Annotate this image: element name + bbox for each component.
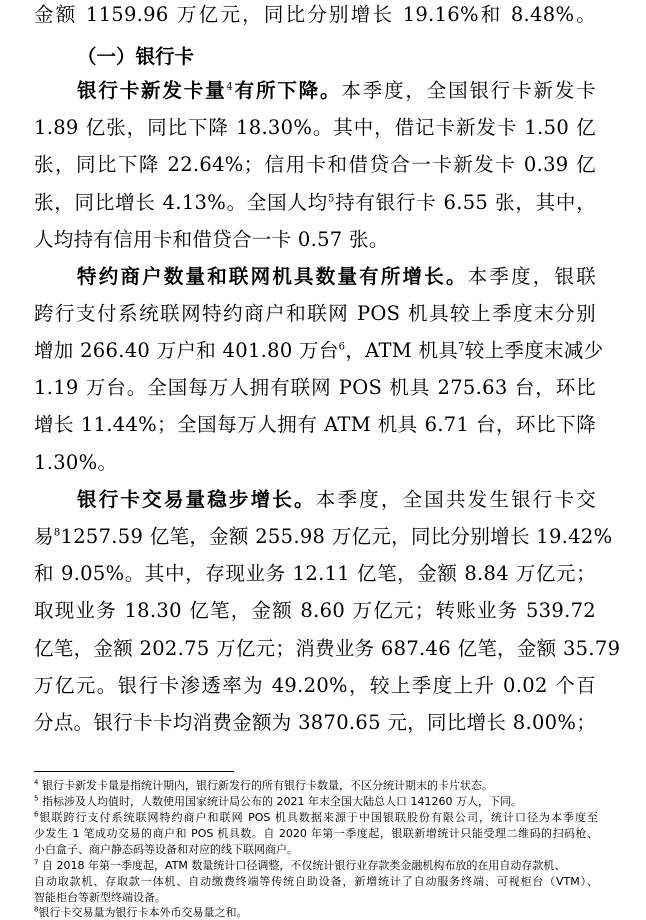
paragraph-1-lead-rest: 有所下降。 <box>233 79 342 102</box>
footnote-7-line-1 <box>34 858 598 873</box>
paragraph-2-line-2: 跨行支付系统联网特约商户和联网 POS 机具较上季度末分别 <box>34 302 596 325</box>
text-span: 张，同比增长 4.13%。全国人均 <box>34 191 328 214</box>
footnote-ref-8: 8 <box>53 527 61 539</box>
footnote-ref-5: 5 <box>327 193 335 205</box>
paragraph-3-line-3: 和 9.05%。其中，存现业务 12.11 亿笔，金额 8.84 万亿元； <box>34 562 596 585</box>
text-span: 本季度，全国共发生银行卡交 <box>315 488 596 511</box>
section-heading: （一）银行卡 <box>77 45 195 68</box>
text-span: 自 2018 年第一季度起，ATM 数量统计口径调整，不仅统计银行业存款类金融机构布放的在用自动存款机、 <box>41 859 566 872</box>
footnote-ref-4: 4 <box>226 81 234 93</box>
paragraph-3-line-6: 万亿元。银行卡渗透率为 49.20%，较上季度上升 0.02 个百 <box>34 674 596 697</box>
paragraph-2-line-3 <box>34 338 604 364</box>
text-span: 易 <box>34 525 54 548</box>
paragraph-3-lead: 银行卡交易量稳步增长。 <box>77 488 316 511</box>
paragraph-3-line-7: 分点。银行卡卡均消费金额为 3870.65 元，同比增长 8.00%； <box>34 711 596 734</box>
footnote-7-line-3: 智能柜台等新型终端设备。 <box>34 891 166 904</box>
footnote-number: 4 <box>34 778 39 787</box>
text-span: 1257.59 亿笔，金额 255.98 万亿元，同比分别增长 19.42% <box>60 525 613 548</box>
footnote-8 <box>34 905 598 920</box>
text-span: 本季度，银联 <box>467 265 596 288</box>
footnote-5 <box>34 794 598 809</box>
footnote-6-line-1 <box>34 810 598 825</box>
text-span: 较上季度末减少 <box>464 339 604 362</box>
footnote-ref-6: 6 <box>338 341 346 353</box>
text-span: 本季度，全国银行卡新发卡 <box>341 79 596 102</box>
text-line: 金额 1159.96 万亿元，同比分别增长 19.16%和 8.48%。 <box>34 3 596 26</box>
text-span: 指标涉及人均值时，人数使用国家统计局公布的 2021 年末全国大陆总人口 141260 万人，下同。 <box>41 795 522 808</box>
text-span: 持有银行卡 6.55 张，其中， <box>334 191 596 214</box>
paragraph-2-lead: 特约商户数量和联网机具数量有所增长。 <box>77 265 468 288</box>
paragraph-1-line-2: 1.89 亿张，同比下降 18.30%。其中，借记卡新发卡 1.50 亿 <box>34 116 596 139</box>
paragraph-1-line-1 <box>77 78 596 104</box>
paragraph-1-lead: 银行卡新发卡量 <box>77 79 227 102</box>
footnote-7-line-2: 自动取款机、存取款一体机、自动缴费终端等传统自助设备，新增统计了自动服务终端、可视柜台（VTM）、 <box>34 875 598 888</box>
text-span: 银行卡新发卡量是指统计期内，银行新发行的所有银行卡数量，不区分统计期末的卡片状态。 <box>41 779 493 792</box>
footnote-number: 7 <box>34 858 39 867</box>
text-span: 银行卡交易量为银行卡本外币交易量之和。 <box>38 906 248 919</box>
paragraph-2-line-4: 1.19 万台。全国每万人拥有联网 POS 机具 275.63 台，环比 <box>34 376 596 399</box>
paragraph-3-line-1 <box>77 487 596 513</box>
paragraph-2-line-1 <box>77 264 596 290</box>
footnote-number: 6 <box>34 810 39 819</box>
paragraph-2-line-6: 1.30%。 <box>34 451 118 474</box>
footnote-number: 5 <box>34 794 39 803</box>
paragraph-3-line-4: 取现业务 18.30 亿笔，金额 8.60 万亿元；转账业务 539.72 <box>34 599 596 622</box>
text-span: 银联跨行支付系统联网特约商户和联网 POS 机具数据来源于中国银联股份有限公司，统计口径为本季度至 <box>38 811 598 824</box>
footnote-6-line-3: 小白盒子、商户静态码等设备和对应的线下联网商户。 <box>34 843 298 856</box>
paragraph-1-line-5: 人均持有信用卡和借贷合一卡 0.57 张。 <box>34 228 389 251</box>
text-span: ，ATM 机具 <box>345 339 459 362</box>
paragraph-3-line-5: 亿笔，金额 202.75 万亿元；消费业务 687.46 亿笔，金额 35.79 <box>34 637 621 660</box>
paragraph-2-line-5: 增长 11.44%；全国每万人拥有 ATM 机具 6.71 台，环比下降 <box>34 413 596 436</box>
footnote-number: 8 <box>34 905 39 914</box>
footnote-6-line-2: 少发生 1 笔成功交易的商户和 POS 机具数。自 2020 年第一季度起，银联新增统计只能受理二维码的扫码枪、 <box>34 827 598 840</box>
paragraph-1-line-4 <box>34 190 596 216</box>
footnote-ref-7: 7 <box>458 341 465 353</box>
footnote-4 <box>34 778 598 793</box>
paragraph-1-line-3: 张，同比下降 22.64%；信用卡和借贷合一卡新发卡 0.39 亿 <box>34 153 596 176</box>
footnote-divider <box>34 771 234 772</box>
paragraph-3-line-2 <box>34 524 613 550</box>
text-span: 增加 266.40 万户和 401.80 万台 <box>34 339 339 362</box>
